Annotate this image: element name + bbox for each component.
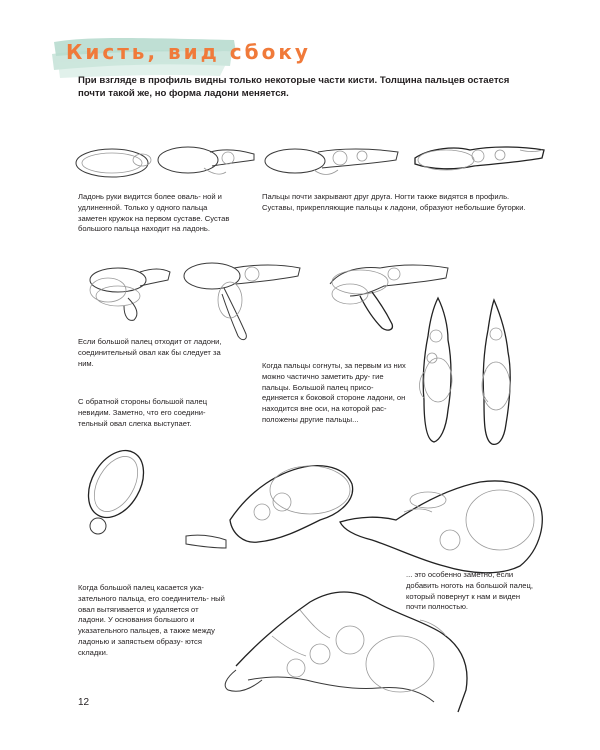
hand-sketch-row1-3 bbox=[265, 149, 398, 175]
page-title: Кисть, вид сбоку bbox=[66, 40, 311, 64]
hand-sketch-row3-3 bbox=[340, 481, 542, 573]
caption-thumb-touch: Когда большой палец касается ука- зательного пальца, его соединитель- ный овал вытягивается и удаляется от ладони. У основания большого и указательного пальцев, а также между ладонью и запястьем образу- ются складки. bbox=[78, 583, 225, 657]
hand-sketch-vertical-1 bbox=[420, 298, 453, 442]
caption-thumb-hidden: С обратной стороны большой палец невидим. Заметно, что его соедини- тельный овал слегка выступает. bbox=[78, 397, 208, 428]
caption-bent-fingers: Когда пальцы согнуты, за первым из них можно частично заметить дру- гие пальцы. Большой палец присо- единяется к боковой стороне ладони, он находится вне оси, на которой рас- положены другие пальцы... bbox=[262, 361, 406, 424]
hand-sketch-vertical-2 bbox=[482, 300, 510, 444]
hand-sketch-row2-1 bbox=[90, 268, 170, 320]
hand-sketch-row1-1 bbox=[76, 149, 151, 177]
caption-thumb-away: Если большой палец отходит от ладони, соединительный овал как бы следует за ним. bbox=[78, 337, 222, 368]
hand-sketch-row1-2 bbox=[158, 147, 254, 174]
intro-text: При взгляде в профиль видны только некоторые части кисти. Толщина пальцев остается почти такой же, но форма ладони меняется. bbox=[78, 75, 510, 99]
hand-sketch-row1-4 bbox=[415, 147, 544, 170]
hand-sketch-row3-1 bbox=[77, 441, 155, 534]
caption-thumbnail-visible: ... это особенно заметно, если добавить ноготь на большой палец, который повернут к нам и виден почти полностью. bbox=[406, 570, 533, 612]
caption-palm-oval: Ладонь руки видится более оваль- ной и удлиненной. Только у одного пальца заметен кружок на первом суставе. Сустав большого пальца находит на ладонь. bbox=[78, 192, 230, 234]
hand-sketch-row2-2 bbox=[184, 263, 300, 340]
caption-fingers-overlap: Пальцы почти закрывают друг друга. Ногти также видятся в профиль. Суставы, прикрепляющие пальцы к ладони, образуют небольшие бугорки. bbox=[262, 192, 526, 212]
page-number: 12 bbox=[78, 697, 90, 708]
hand-sketch-row3-2 bbox=[186, 466, 353, 548]
